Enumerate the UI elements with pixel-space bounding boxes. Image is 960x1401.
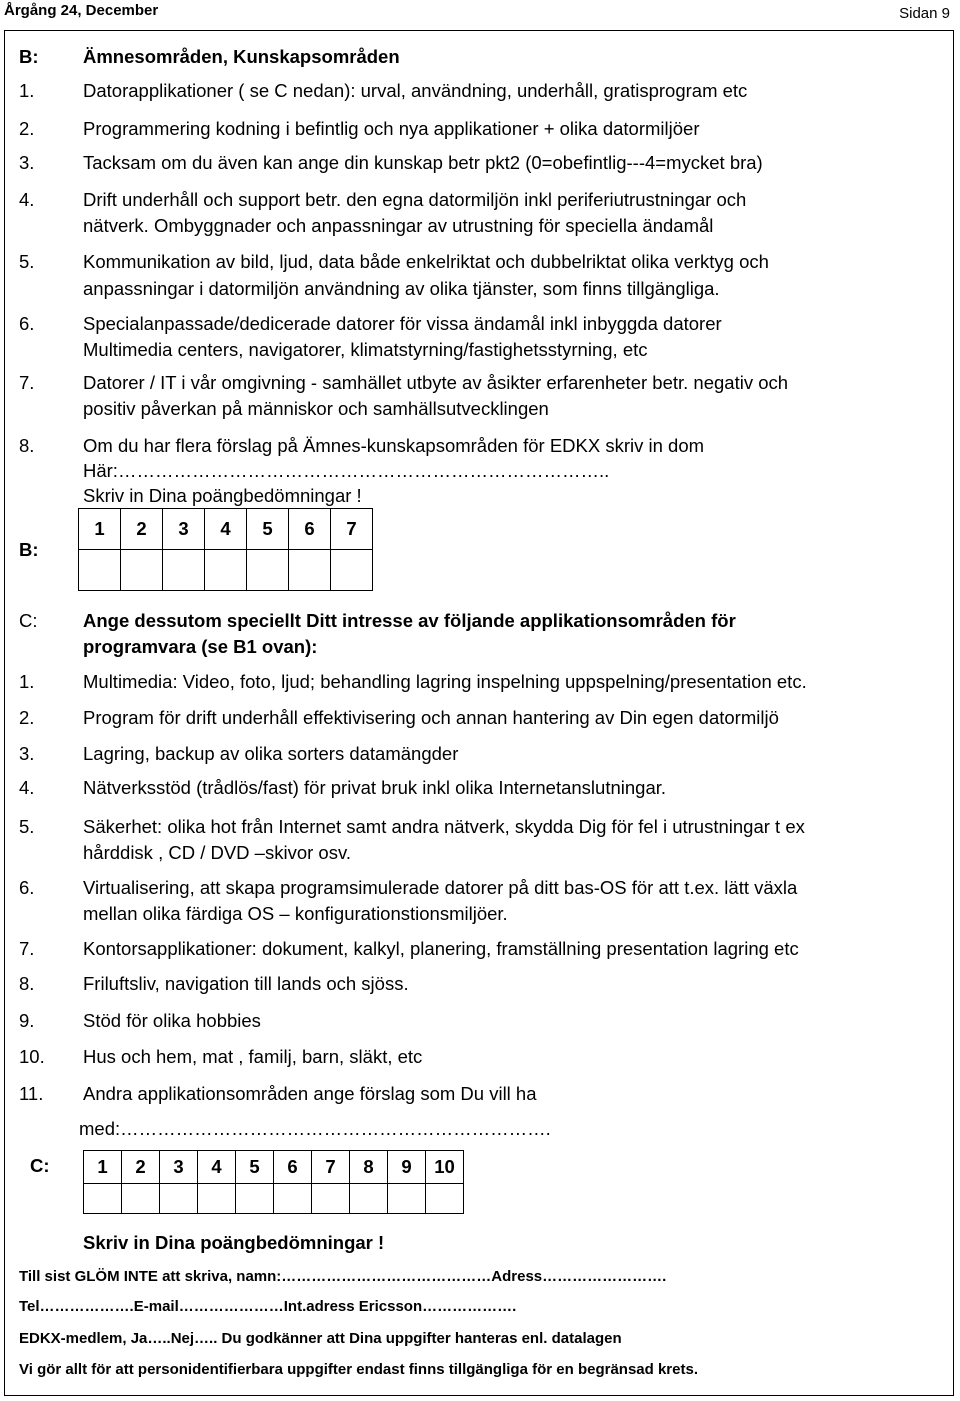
b-item-text: Datorapplikationer ( se C nedan): urval, användning, underhåll, gratisprogram etc (83, 80, 748, 101)
score-header-cell: 4 (205, 509, 247, 550)
footer-privacy-line: Vi gör allt för att personidentifierbara uppgifter endast finns tillgängliga för en begränsad krets. (19, 1361, 698, 1378)
score-input-cell[interactable] (122, 1184, 160, 1214)
b-item-text: Kommunikation av bild, ljud, data både enkelriktat och dubbelriktat olika verktyg och (83, 251, 769, 272)
score-header-cell: 4 (198, 1151, 236, 1184)
score-header-cell: 2 (121, 509, 163, 550)
score-header-cell: 3 (163, 509, 205, 550)
section-c-title: Ange dessutom speciellt Ditt intresse av följande applikationsområden för (83, 610, 736, 631)
b-item-text: Multimedia centers, navigatorer, klimatstyrning/fastighetsstyrning, etc (83, 339, 648, 360)
score-header-cell: 1 (79, 509, 121, 550)
c-score-grid (83, 1150, 464, 1214)
score-header-cell: 5 (236, 1151, 274, 1184)
c-item-text: Virtualisering, att skapa programsimulerade datorer på ditt bas-OS för att t.ex. lätt växla (83, 877, 798, 898)
score-input-cell[interactable] (274, 1184, 312, 1214)
b-item-num: 8. (19, 435, 35, 456)
c-item-num: 4. (19, 777, 35, 798)
b-item-num: 4. (19, 189, 35, 210)
b-item-text: anpassningar i datormiljön användning av olika tjänster, som finns tillgängliga. (83, 278, 720, 299)
b-item-text: Programmering kodning i befintlig och nya applikationer + olika datormiljöer (83, 118, 700, 139)
score-header-cell: 8 (350, 1151, 388, 1184)
score-input-cell[interactable] (247, 550, 289, 591)
fill-in-line: med:……………………………………………………………. (79, 1118, 551, 1139)
b-grid-label: B: (19, 539, 39, 560)
score-header-cell: 7 (312, 1151, 350, 1184)
section-b-title: Ämnesområden, Kunskapsområden (83, 46, 400, 67)
c-item-text: Andra applikationsområden ange förslag som Du vill ha (83, 1083, 537, 1104)
score-header-cell: 10 (426, 1151, 464, 1184)
score-header-cell: 6 (289, 509, 331, 550)
score-header-cell: 9 (388, 1151, 426, 1184)
b-item-text: Om du har flera förslag på Ämnes-kunskapsområden för EDKX skriv in dom (83, 435, 705, 456)
c-item-text: mellan olika färdiga OS – konfigurationstionsmiljöer. (83, 903, 508, 924)
score-input-cell[interactable] (205, 550, 247, 591)
score-input-cell[interactable] (160, 1184, 198, 1214)
c-item-text: Program för drift underhåll effektivisering och annan hantering av Din egen datormiljö (83, 707, 779, 728)
b-item-num: 7. (19, 372, 35, 393)
b-score-grid (78, 508, 373, 591)
b-item-num: 1. (19, 80, 35, 101)
score-input-cell[interactable] (236, 1184, 274, 1214)
score-header-cell: 3 (160, 1151, 198, 1184)
score-prompt: Skriv in Dina poängbedömningar ! (83, 1232, 385, 1253)
footer-contact-line: Till sist GLÖM INTE att skriva, namn:……………………………………Adress……………………. (19, 1268, 667, 1285)
footer-contact-line: Tel……………….E-mail…………………Int.adress Ericsson………………. (19, 1298, 517, 1315)
section-c-label: C: (19, 610, 38, 631)
page-number: Sidan 9 (899, 5, 950, 22)
b-item-text: Specialanpassade/dedicerade datorer för vissa ändamål inkl inbyggda datorer (83, 313, 722, 334)
fill-in-line: Här:…………………………………………………………………….. (83, 460, 610, 481)
b-item-text: Drift underhåll och support betr. den egna datormiljön inkl periferiutrustningar och (83, 189, 747, 210)
score-input-cell[interactable] (198, 1184, 236, 1214)
c-item-text: Stöd för olika hobbies (83, 1010, 261, 1031)
issue-label: Årgång 24, December (4, 2, 159, 19)
score-header-cell: 5 (247, 509, 289, 550)
score-input-cell[interactable] (79, 550, 121, 591)
score-input-cell[interactable] (388, 1184, 426, 1214)
b-item-num: 2. (19, 118, 35, 139)
c-item-num: 7. (19, 938, 35, 959)
score-header-cell: 7 (331, 509, 373, 550)
score-input-cell[interactable] (84, 1184, 122, 1214)
c-item-text: Nätverksstöd (trådlös/fast) för privat bruk inkl olika Internetanslutningar. (83, 777, 667, 798)
c-item-text: Säkerhet: olika hot från Internet samt andra nätverk, skydda Dig för fel i utrustningar t ex (83, 816, 805, 837)
c-item-num: 6. (19, 877, 35, 898)
score-input-cell[interactable] (121, 550, 163, 591)
score-input-cell[interactable] (350, 1184, 388, 1214)
section-c-title: programvara (se B1 ovan): (83, 636, 318, 657)
b-item-text: nätverk. Ombyggnader och anpassningar av utrustning för speciella ändamål (83, 215, 714, 236)
score-header-cell: 6 (274, 1151, 312, 1184)
c-grid-label: C: (30, 1155, 50, 1176)
score-header-cell: 1 (84, 1151, 122, 1184)
score-input-cell[interactable] (312, 1184, 350, 1214)
c-item-num: 2. (19, 707, 35, 728)
score-input-cell[interactable] (163, 550, 205, 591)
c-item-num: 5. (19, 816, 35, 837)
c-item-num: 11. (19, 1083, 44, 1104)
score-input-cell[interactable] (289, 550, 331, 591)
c-item-num: 1. (19, 671, 35, 692)
b-item-text: Datorer / IT i vår omgivning - samhället utbyte av åsikter erfarenheter betr. negativ och (83, 372, 789, 393)
c-item-text: Friluftsliv, navigation till lands och sjöss. (83, 973, 409, 994)
section-b-label: B: (19, 46, 39, 67)
c-item-text: Kontorsapplikationer: dokument, kalkyl, planering, framställning presentation lagring etc (83, 938, 799, 959)
b-item-num: 5. (19, 251, 35, 272)
c-item-num: 9. (19, 1010, 35, 1031)
b-item-num: 3. (19, 152, 35, 173)
c-item-num: 3. (19, 743, 35, 764)
c-item-text: hårddisk , CD / DVD –skivor osv. (83, 842, 351, 863)
score-header-cell: 2 (122, 1151, 160, 1184)
footer-consent-line: EDKX-medlem, Ja…..Nej….. Du godkänner att Dina uppgifter hanteras enl. datalagen (19, 1330, 622, 1347)
b-item-num: 6. (19, 313, 35, 334)
b-item-text: positiv påverkan på människor och samhällsutvecklingen (83, 398, 549, 419)
c-item-text: Multimedia: Video, foto, ljud; behandling lagring inspelning uppspelning/presentation etc. (83, 671, 807, 692)
score-input-cell[interactable] (426, 1184, 464, 1214)
c-item-num: 8. (19, 973, 35, 994)
score-input-cell[interactable] (331, 550, 373, 591)
b-item-text: Tacksam om du även kan ange din kunskap betr pkt2 (0=obefintlig---4=mycket bra) (83, 152, 763, 173)
c-item-text: Hus och hem, mat , familj, barn, släkt, etc (83, 1046, 423, 1067)
c-item-num: 10. (19, 1046, 45, 1067)
c-item-text: Lagring, backup av olika sorters datamängder (83, 743, 459, 764)
score-prompt: Skriv in Dina poängbedömningar ! (83, 485, 362, 506)
